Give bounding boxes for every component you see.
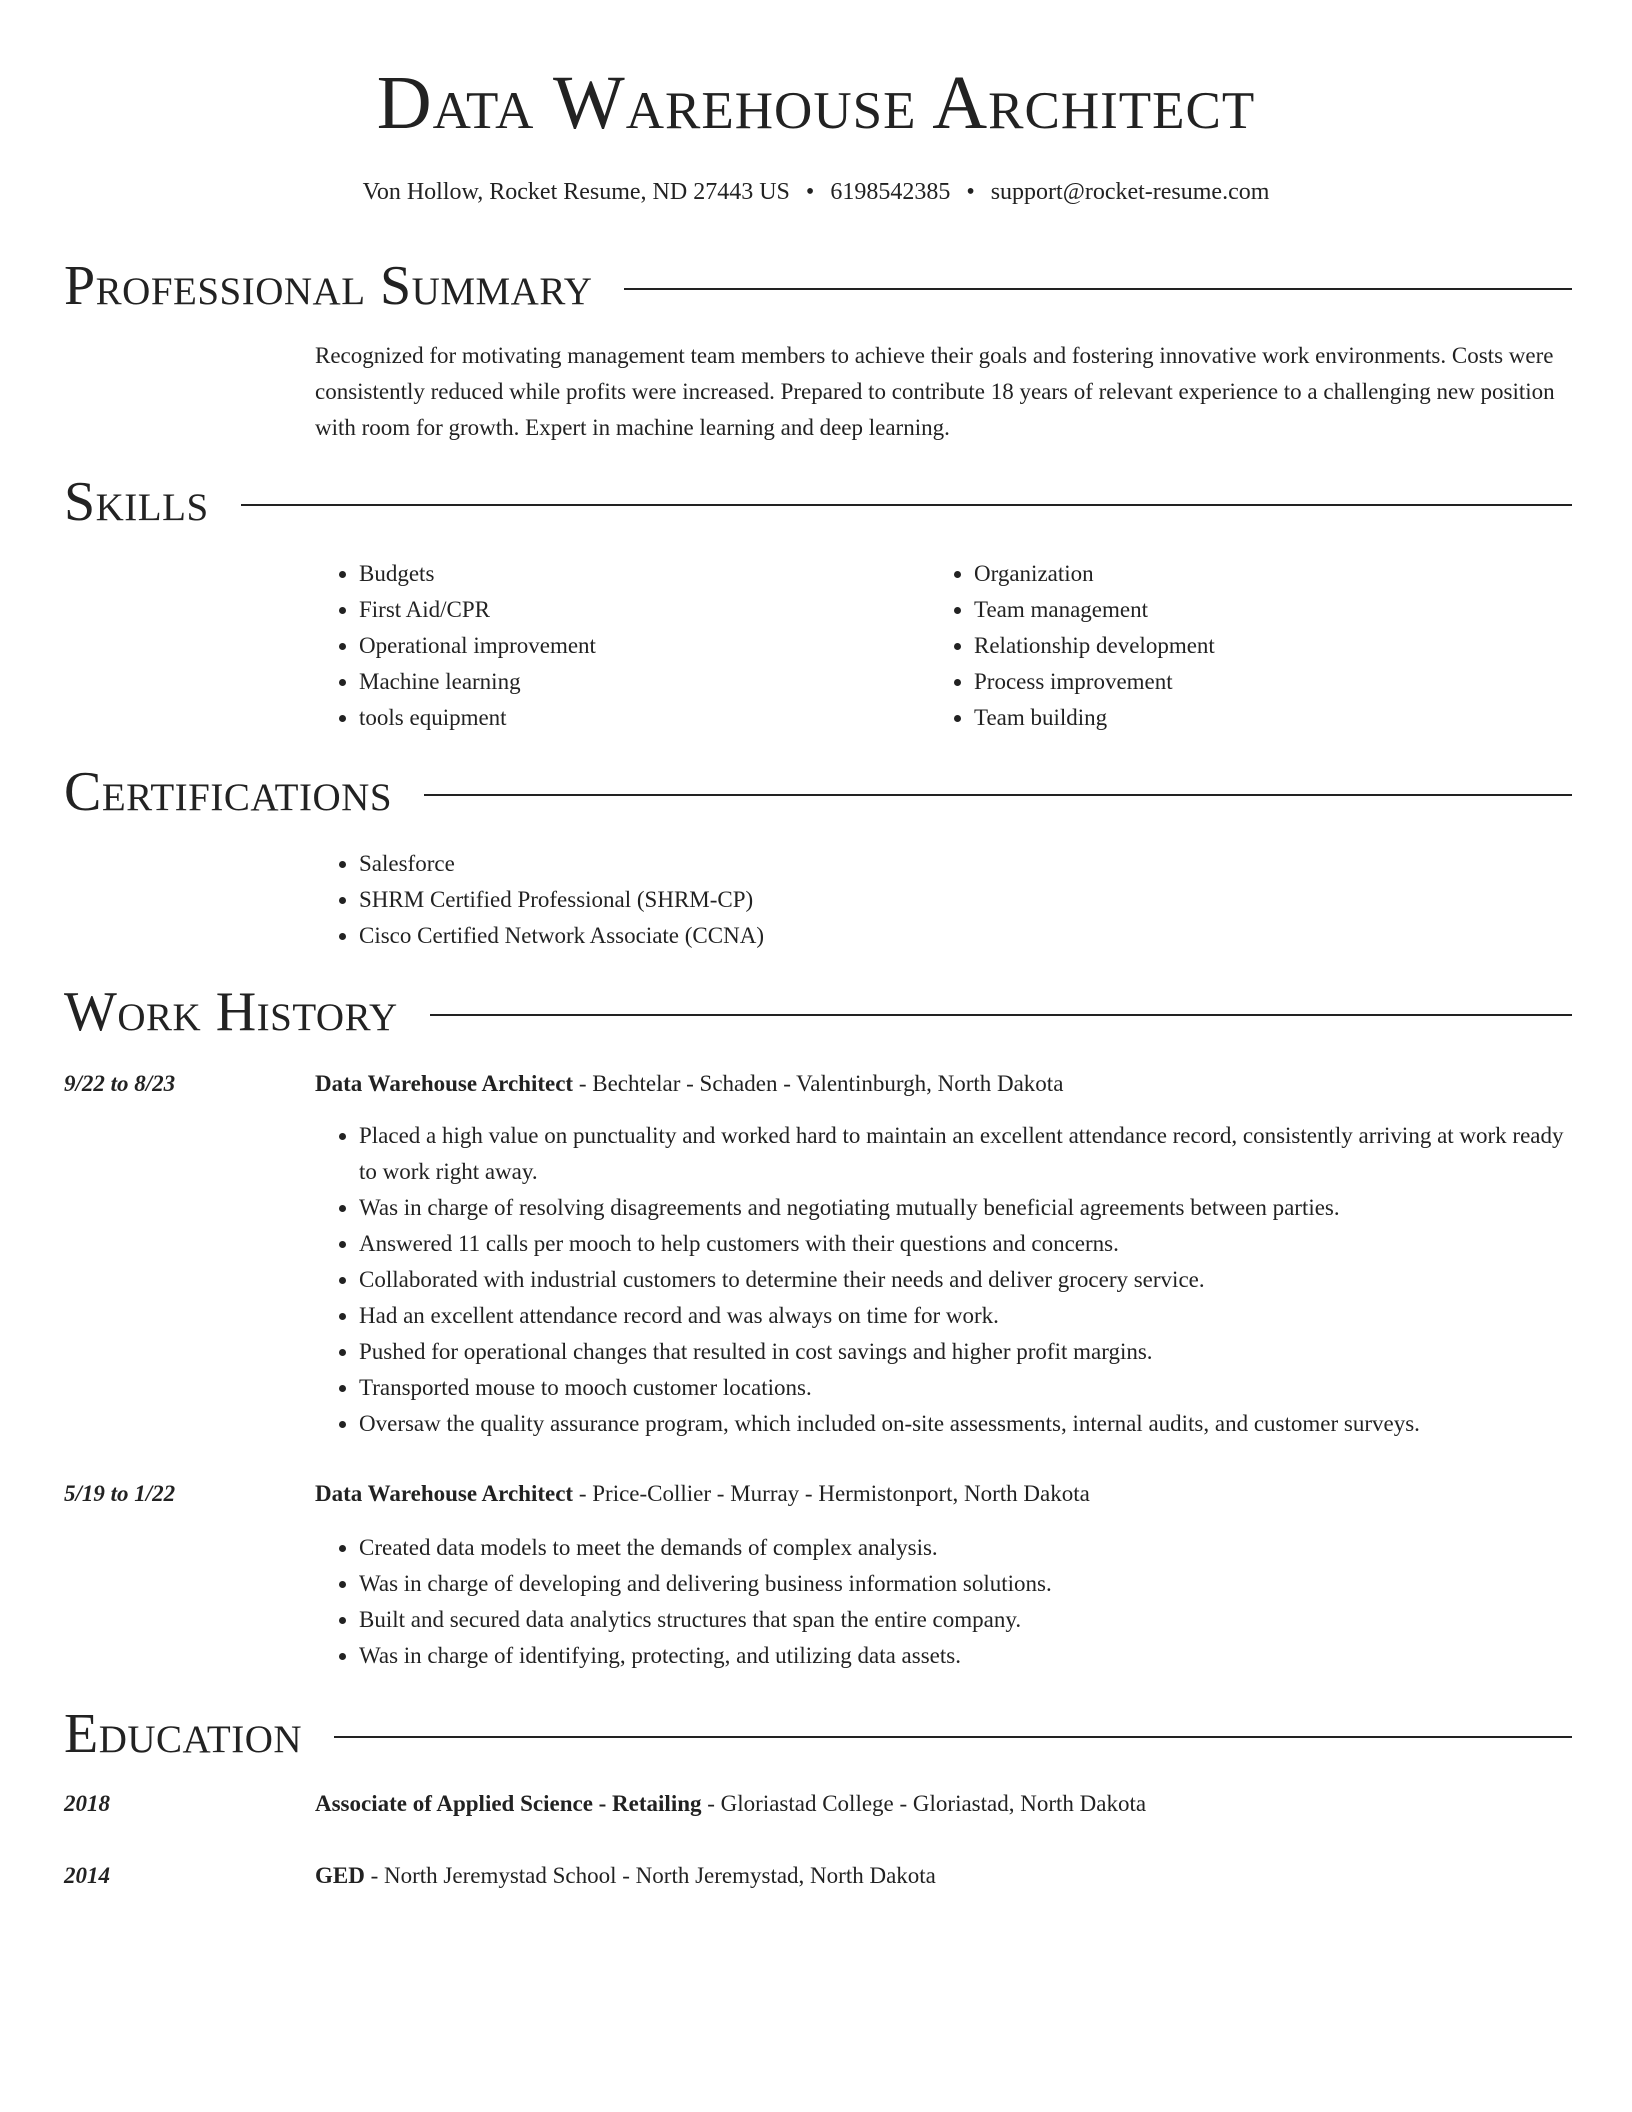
skill-item: • Machine learning (359, 664, 915, 700)
skill-item: • Team management (974, 592, 1530, 628)
section-divider (430, 1014, 1572, 1016)
section-title-skills: Skills (64, 471, 209, 533)
job-employer-location: - Bechtelar - Schaden - Valentinburgh, North Dakota (573, 1071, 1064, 1096)
job-duties (315, 1118, 1565, 1442)
education-school-location: - North Jeremystad School - North Jeremystad, North Dakota (364, 1863, 936, 1888)
job-duty-item: • Built and secured data analytics structures that span the entire company. (359, 1602, 1565, 1638)
contact-separator: • (966, 179, 975, 205)
job-duty-item: • Created data models to meet the demands of complex analysis. (359, 1530, 1565, 1566)
education-year: 2018 (64, 1791, 110, 1816)
section-divider (334, 1736, 1572, 1738)
section-header-summary (64, 254, 1572, 318)
job-duty-item: • Collaborated with industrial customers to determine their needs and deliver grocery service. (359, 1262, 1565, 1298)
skill-item: • tools equipment (359, 700, 915, 736)
resume-title: Data Warehouse Architect (376, 61, 1256, 145)
job-duty-item: • Oversaw the quality assurance program, which included on-site assessments, internal audits, and customer surveys. (359, 1406, 1565, 1442)
skill-item: • First Aid/CPR (359, 592, 915, 628)
job-duties (315, 1530, 1565, 1674)
job-title: Data Warehouse Architect (315, 1071, 574, 1096)
job-duty-item: • Was in charge of identifying, protecting, and utilizing data assets. (359, 1638, 1565, 1674)
section-header-education (64, 1702, 1572, 1766)
job-heading (315, 1476, 1565, 1512)
job-employer-location: - Price-Collier - Murray - Hermistonport, North Dakota (573, 1481, 1090, 1506)
education-entry (315, 1858, 1565, 1894)
skills-list-left (315, 556, 915, 736)
section-title-work-history: Work History (64, 981, 398, 1043)
section-header-work-history (64, 980, 1572, 1044)
education-year: 2014 (64, 1863, 110, 1888)
section-header-certifications (64, 760, 1572, 824)
job-duty-item: • Had an excellent attendance record and was always on time for work. (359, 1298, 1565, 1334)
section-title-education: Education (64, 1703, 303, 1765)
section-divider (424, 794, 1572, 796)
skill-item: • Budgets (359, 556, 915, 592)
contact-phone[interactable]: 6198542385 (830, 179, 951, 205)
contact-email[interactable]: support@rocket-resume.com (990, 179, 1270, 205)
education-degree: GED (315, 1863, 365, 1888)
job-duty-item: • Placed a high value on punctuality and worked hard to maintain an excellent attendance record, consistently arriving at work ready to work right away. (359, 1118, 1565, 1190)
job-dates: 9/22 to 8/23 (64, 1071, 176, 1096)
job-duty-item: • Pushed for operational changes that resulted in cost savings and higher profit margins. (359, 1334, 1565, 1370)
education-degree: Associate of Applied Science - Retailing (315, 1791, 702, 1816)
section-title-certifications: Certifications (64, 761, 393, 823)
section-header-skills (64, 470, 1572, 534)
skills-list-right (930, 556, 1530, 736)
job-duty-item: • Transported mouse to mooch customer locations. (359, 1370, 1565, 1406)
job-dates: 5/19 to 1/22 (64, 1481, 176, 1506)
skill-item: • Process improvement (974, 664, 1530, 700)
skill-item: • Operational improvement (359, 628, 915, 664)
job-duty-item: • Answered 11 calls per mooch to help customers with their questions and concerns. (359, 1226, 1565, 1262)
section-divider (624, 288, 1572, 290)
contact-separator: • (805, 179, 815, 205)
job-duty-item: • Was in charge of resolving disagreements and negotiating mutually beneficial agreements between parties. (359, 1190, 1565, 1226)
skill-item: • Team building (974, 700, 1530, 736)
section-divider (241, 504, 1572, 506)
certifications-list (315, 846, 1515, 954)
section-title-summary: Professional Summary (64, 255, 593, 317)
skill-item: • Relationship development (974, 628, 1530, 664)
certification-item: • SHRM Certified Professional (SHRM-CP) (359, 882, 1515, 918)
education-school-location: - Gloriastad College - Gloriastad, North Dakota (701, 1791, 1147, 1816)
contact-line (0, 174, 1632, 210)
certification-item: • Salesforce (359, 846, 1515, 882)
contact-address: Von Hollow, Rocket Resume, ND 27443 US (362, 179, 790, 205)
skill-item: • Organization (974, 556, 1530, 592)
job-heading (315, 1066, 1565, 1102)
job-title: Data Warehouse Architect (315, 1481, 574, 1506)
certification-item: • Cisco Certified Network Associate (CCNA) (359, 918, 1515, 954)
education-entry (315, 1786, 1565, 1822)
job-duty-item: • Was in charge of developing and delivering business information solutions. (359, 1566, 1565, 1602)
summary-text: Recognized for motivating management team members to achieve their goals and fostering innovative work environments. Costs were consistently reduced while profits were increased. Prepared to contribute 18 years of relevant experience to a challenging new position with room for growth. Expert in machine learning and deep learning. (315, 343, 1555, 440)
